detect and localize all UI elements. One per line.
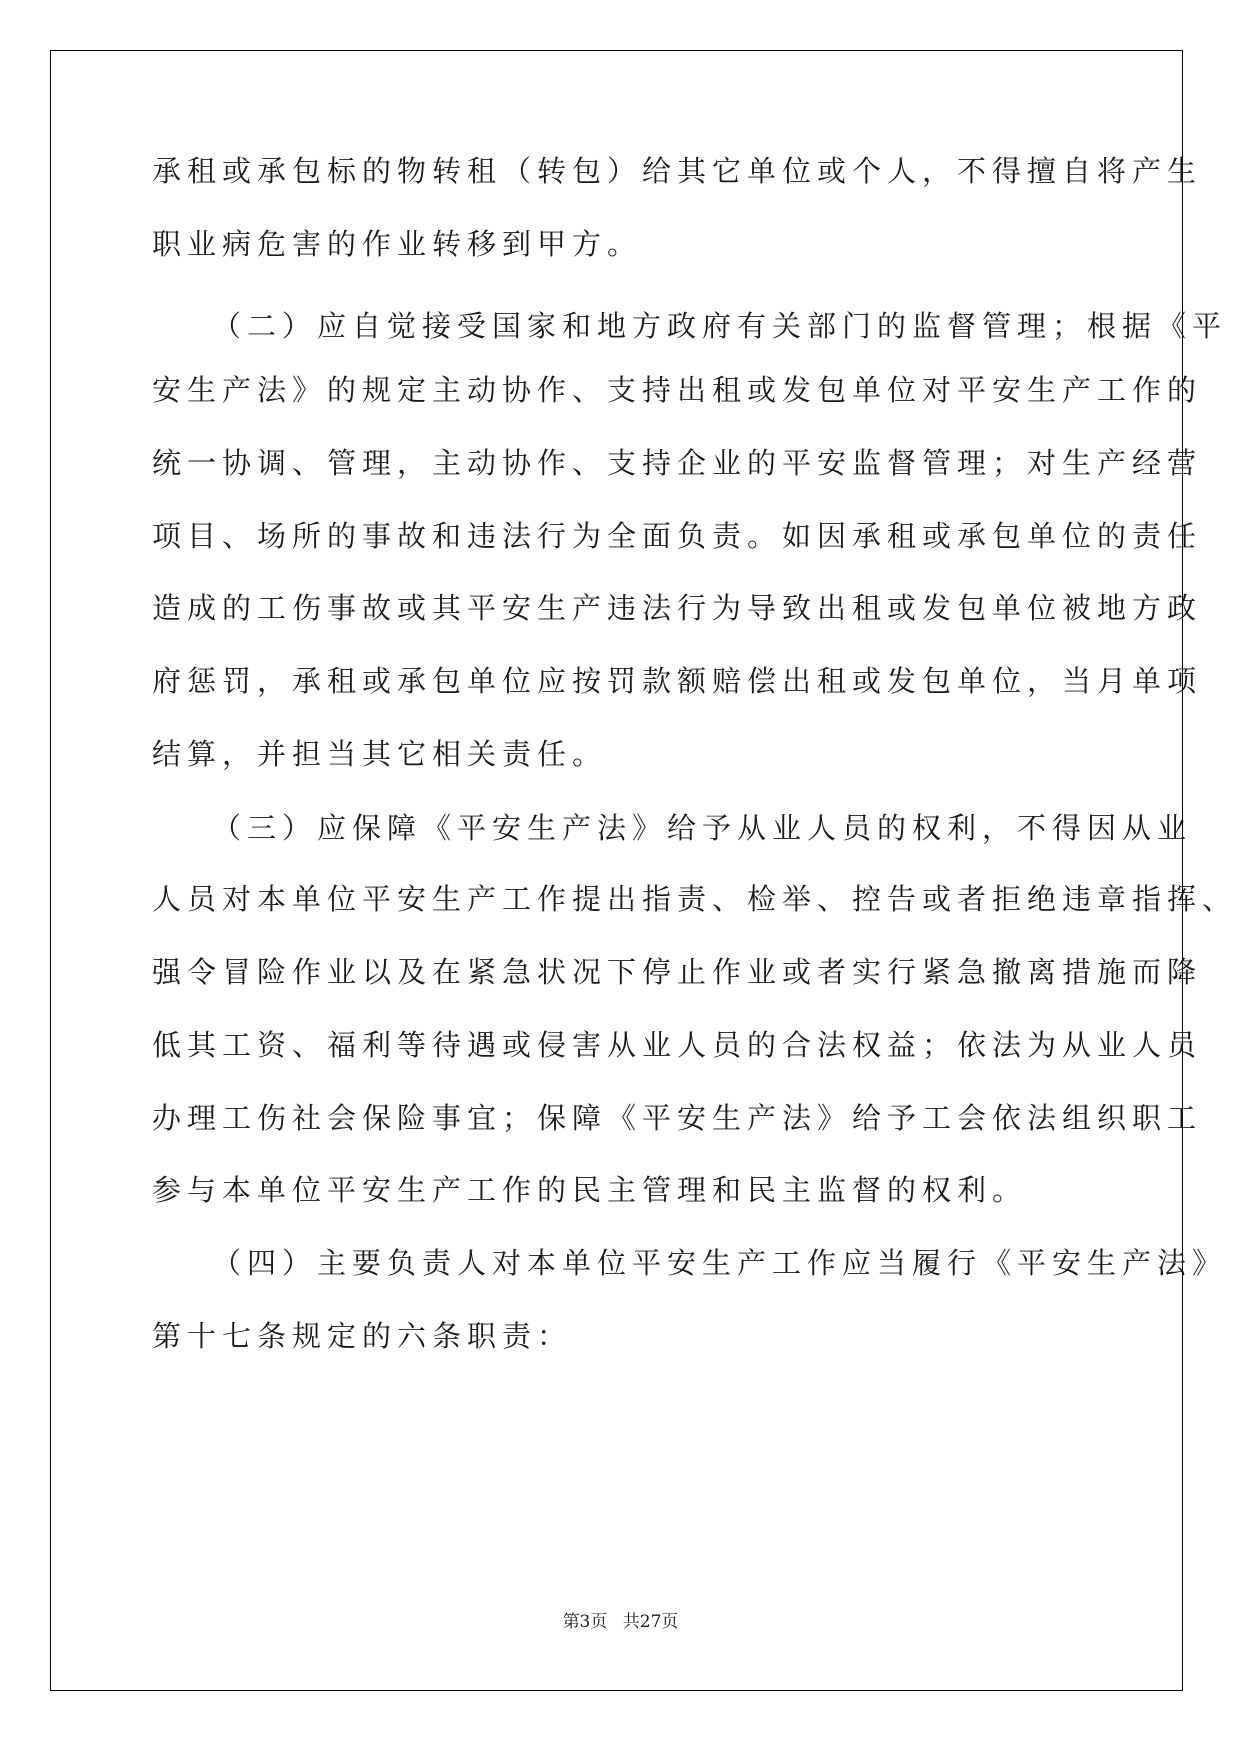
body-text-line: 造成的工伤事故或其平安生产违法行为导致出租或发包单位被地方政	[152, 591, 1203, 625]
body-text-line: 结算，并担当其它相关责任。	[152, 737, 608, 771]
body-text-line: 低其工资、福利等待遇或侵害从业人员的合法权益；依法为从业人员	[152, 1028, 1203, 1062]
body-text-line: 职业病危害的作业转移到甲方。	[152, 227, 643, 261]
paragraph-first-line: （三）应保障《平安生产法》给予从业人员的权利，不得因从业	[212, 811, 1193, 845]
body-text-line: 安生产法》的规定主动协作、支持出租或发包单位对平安生产工作的	[152, 373, 1203, 407]
body-text-line: 承租或承包标的物转租（转包）给其它单位或个人，不得擅自将产生	[152, 154, 1203, 188]
body-text-line: 办理工伤社会保险事宜；保障《平安生产法》给予工会依法组织职工	[152, 1101, 1203, 1135]
body-text-line: 项目、场所的事故和违法行为全面负责。如因承租或承包单位的责任	[152, 519, 1203, 553]
body-text-line: 统一协调、管理，主动协作、支持企业的平安监督管理；对生产经营	[152, 446, 1203, 480]
page-border	[50, 50, 1238, 1691]
body-text-line: 参与本单位平安生产工作的民主管理和民主监督的权利。	[152, 1173, 1028, 1207]
paragraph-first-line: （四）主要负责人对本单位平安生产工作应当履行《平安生产法》	[212, 1246, 1228, 1280]
body-text-line: 人员对本单位平安生产工作提出指责、检举、控告或者拒绝违章指挥、	[152, 882, 1238, 916]
paragraph-first-line: （二）应自觉接受国家和地方政府有关部门的监督管理；根据《平	[212, 309, 1228, 343]
body-text-line: 府惩罚，承租或承包单位应按罚款额赔偿出租或发包单位，当月单项	[152, 664, 1203, 698]
body-text-line: 强令冒险作业以及在紧急状况下停止作业或者实行紧急撤离措施而降	[152, 955, 1203, 989]
body-text-line: 第十七条规定的六条职责：	[152, 1319, 573, 1353]
page-number-footer: 第3页 共27页	[562, 1612, 679, 1632]
